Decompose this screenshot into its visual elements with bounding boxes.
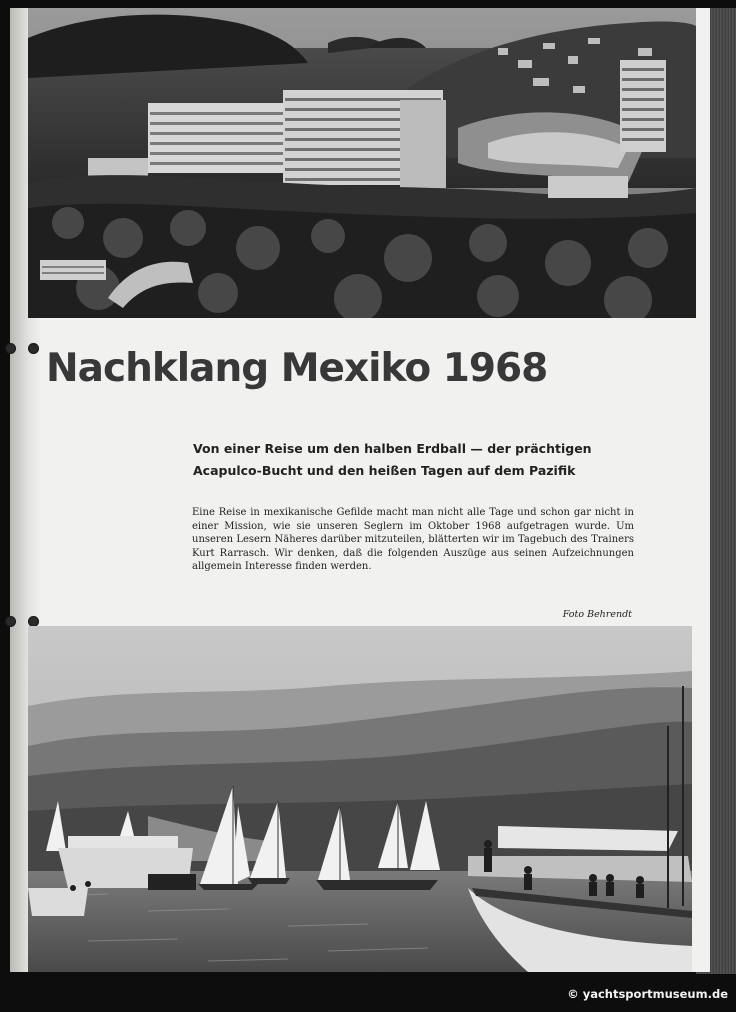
regatta-photo: [28, 626, 692, 972]
binding-hole: [5, 343, 16, 354]
binding-hole: [5, 616, 16, 627]
photo-credit: Foto Behrendt: [562, 609, 632, 620]
copyright-watermark: © yachtsportmuseum.de: [567, 987, 728, 1001]
article-intro: Eine Reise in mexikanische Gefilde macht man nicht alle Tage und schon gar nicht in einer Mission, wie sie unseren Seglern im Oktober 1968 aufgetragen wurde. Um unseren Lesern Näheres darüber mitzuteilen, blätterten wir im Tagebuch des Trainers Kurt Rarrasch. Wir denken, daß die folgenden Auszüge aus seinen Aufzeichnungen allgemein Interesse finden werden.: [192, 507, 634, 572]
acapulco-bay-photo: [28, 8, 696, 318]
article-subheadline: Von einer Reise um den halben Erdball — der prächtigen Acapulco-Bucht und den heißen Tagen auf dem Pazifik: [193, 441, 592, 478]
binding-hole: [28, 343, 39, 354]
article-headline: Nachklang Mexiko 1968: [46, 346, 548, 391]
